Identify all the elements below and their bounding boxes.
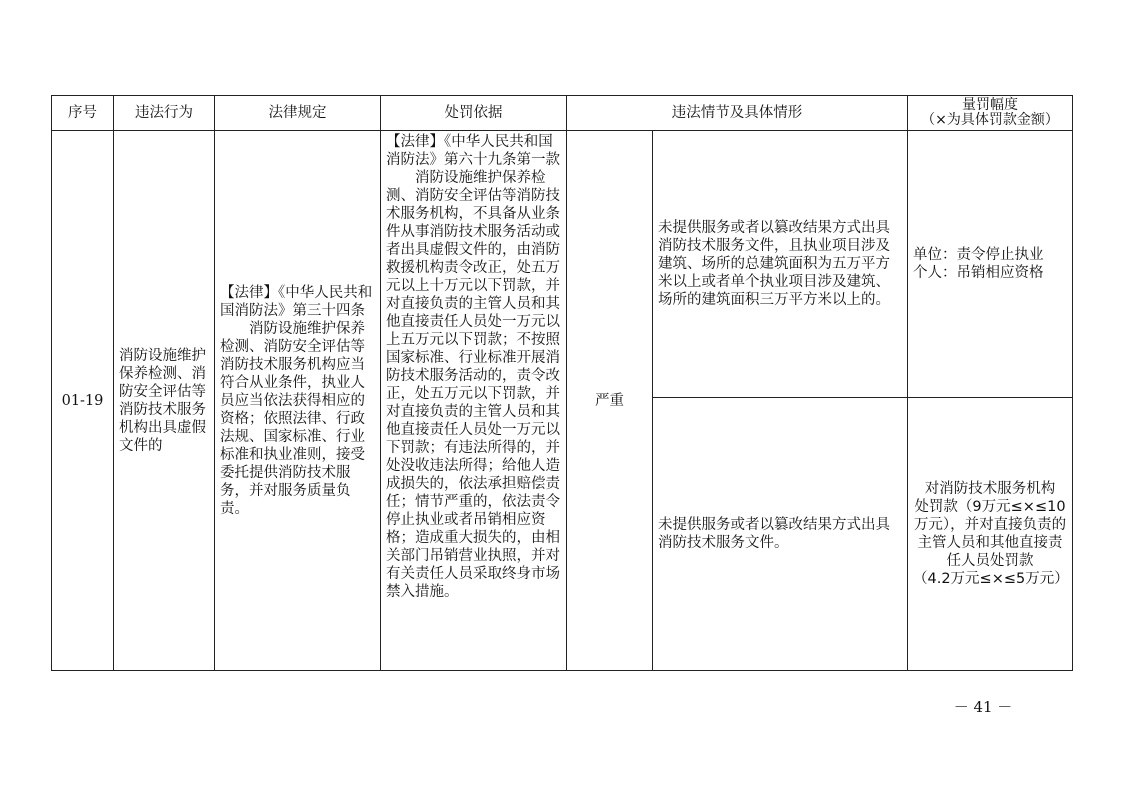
table-header-row: [52, 96, 1073, 131]
case-2-range-line2: 处罚款（9万元≤×≤10万元），并对直接负责的主管人员和其他直接责任人员处罚款: [913, 499, 1067, 569]
law-text: 消防设施维护保养检测、消防安全评估等消防技术服务机构应当符合从业条件，执业人员应当依法获得相应的资格；依照法律、行政法规、国家标准、行业标准和执业准则，接受委托提供消防技术服务，并对服务质量负责。: [220, 320, 365, 517]
case-2-range-line1: 对消防技术服务机构: [924, 481, 1056, 497]
cell-severity: 严重: [567, 131, 653, 671]
case-1-range-line1: 单位：责令停止执业: [913, 247, 1044, 263]
cell-law: [215, 131, 381, 671]
header-basis: 处罚依据: [381, 96, 567, 131]
case-1-range-line2: 个人：吊销相应资格: [913, 265, 1044, 281]
cell-case-2-range: [908, 398, 1073, 671]
basis-text: 消防设施维护保养检测、消防安全评估等消防技术服务机构，不具备从业条件从事消防技术服务活动或者出具虚假文件的，由消防救援机构责令改正，处五万元以上十万元以下罚款，并对直接负责的主管人员和其他直接责任人员处一万元以上五万元以下罚款；不按照国家标准、行业标准开展消防技术服务活动的，责令改正，处五万元以下罚款，并对直接负责的主管人员和其他直接责任人员处一万元以下罚款；有违法所得的，并处没收违法所得；给他人造成损失的，依法承担赔偿责任；情节严重的，依法责令停止执业或者吊销相应资格；造成重大损失的，由相关部门吊销营业执照，并对有关责任人员采取终身市场禁入措施。: [386, 170, 560, 600]
law-citation: 【法律】《中华人民共和国消防法》第三十四条: [220, 284, 373, 319]
header-behavior: 违法行为: [114, 96, 215, 131]
header-seq: 序号: [52, 96, 114, 131]
header-law: 法律规定: [215, 96, 381, 131]
header-range-line1: 量罚幅度: [962, 97, 1018, 113]
page-number: － 41 －: [953, 698, 1013, 716]
cell-seq: 01-19: [52, 131, 114, 671]
cell-case-2-description: 未提供服务或者以篡改结果方式出具消防技术服务文件。: [653, 398, 908, 671]
cell-case-1-range: [908, 131, 1073, 398]
header-circumstance: 违法情节及具体情形: [567, 96, 908, 131]
penalty-standard-table: [51, 95, 1073, 671]
cell-basis: [381, 131, 567, 671]
header-range: [908, 96, 1073, 131]
table-row: [52, 131, 1073, 398]
case-2-range-line3: （4.2万元≤×≤5万元）: [913, 571, 1069, 587]
cell-case-1-description: 未提供服务或者以篡改结果方式出具消防技术服务文件，且执业项目涉及建筑、场所的总建筑面积为五万平方米以上或者单个执业项目涉及建筑、场所的建筑面积三万平方米以上的。: [653, 131, 908, 398]
basis-citation: 【法律】《中华人民共和国消防法》第六十九条第一款: [386, 134, 560, 168]
cell-behavior: 消防设施维护保养检测、消防安全评估等消防技术服务机构出具虚假文件的: [114, 131, 215, 671]
header-range-line2: （×为具体罚款金额）: [921, 112, 1059, 128]
